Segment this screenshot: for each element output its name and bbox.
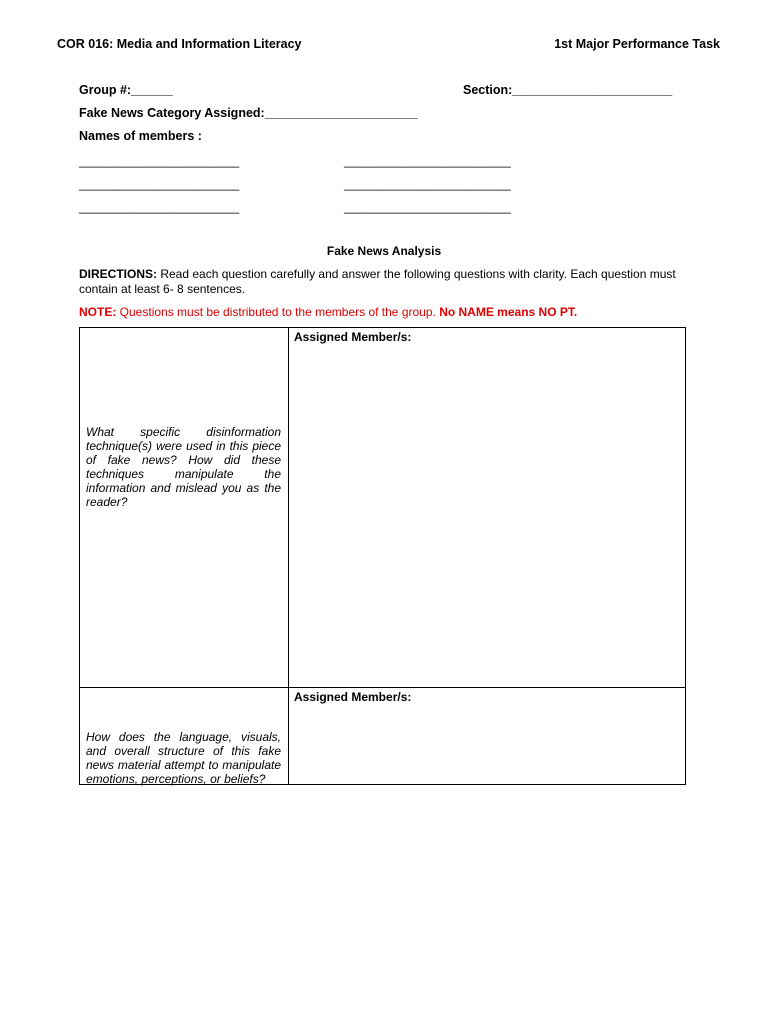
member-name-line: _________________________	[344, 200, 511, 214]
note-label: NOTE:	[79, 305, 117, 319]
analysis-title: Fake News Analysis	[326, 244, 442, 258]
directions-text: Read each question carefully and answer the following questions with clarity. Each question must	[157, 267, 676, 281]
member-name-line: ________________________	[79, 154, 240, 168]
table-row	[80, 328, 686, 688]
fake-news-category-field: Fake News Category Assigned:______________________	[79, 106, 418, 120]
members-label: Names of members :	[79, 129, 202, 143]
answer-cell[interactable]	[289, 688, 686, 785]
member-name-line: _________________________	[344, 154, 511, 168]
group-number-field: Group #:______	[79, 83, 173, 97]
section-field: Section:_______________________	[463, 83, 673, 97]
assigned-member-label: Assigned Member/s:	[294, 690, 412, 704]
question-text: How does the language, visuals, and overall structure of this fake news material attempt to manipulate emotions, perceptions, or beliefs?	[86, 730, 281, 786]
member-name-line: ________________________	[79, 177, 240, 191]
directions-line-1	[79, 267, 676, 281]
note-text: Questions must be distributed to the members of the group.	[116, 305, 440, 319]
note	[79, 305, 577, 319]
answer-cell[interactable]	[289, 328, 686, 688]
directions-line-2: contain at least 6- 8 sentences.	[79, 282, 246, 296]
table-row	[80, 688, 686, 785]
question-text: What specific disinformation technique(s) were used in this piece of fake news? How did these techniques manipulate the information and mislead you as the reader?	[86, 425, 281, 509]
assigned-member-label: Assigned Member/s:	[294, 330, 412, 344]
question-table	[79, 327, 686, 785]
member-name-line: _________________________	[344, 177, 511, 191]
question-cell	[80, 328, 289, 688]
note-emphasis: No NAME means NO PT.	[439, 305, 578, 319]
task-title: 1st Major Performance Task	[554, 37, 720, 51]
directions-label: DIRECTIONS:	[79, 267, 157, 281]
member-name-line: ________________________	[79, 200, 240, 214]
course-title: COR 016: Media and Information Literacy	[57, 37, 302, 51]
question-cell	[80, 688, 289, 785]
